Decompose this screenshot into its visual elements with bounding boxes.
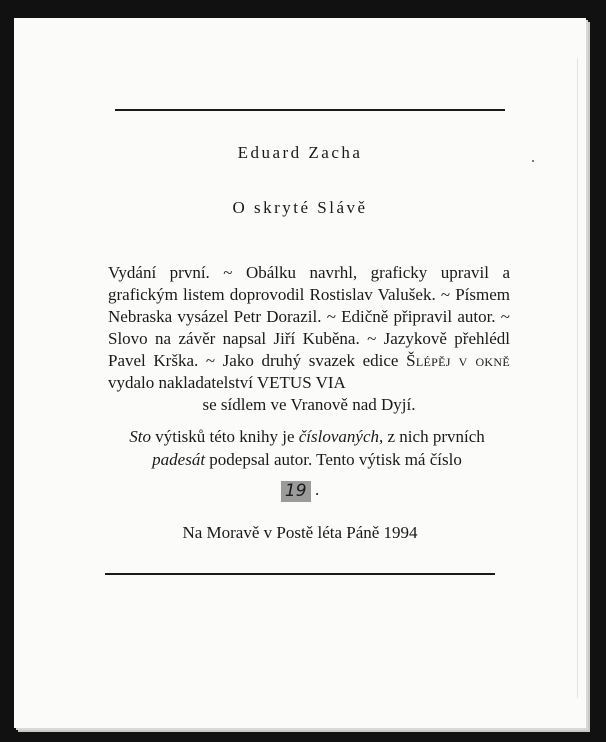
copies-text-3: podepsal autor. Tento výtisk má číslo (205, 450, 462, 469)
colophon-part-3: se sídlem ve Vranově nad Dyjí. (202, 395, 416, 414)
copies-sto: Sto (129, 427, 151, 446)
copies-statement (106, 425, 508, 471)
imprint-line: Na Moravě v Postě léta Páně 1994 (182, 523, 418, 542)
copies-text-1: výtisků této knihy je (150, 427, 299, 446)
copy-number-row (14, 480, 586, 502)
copies-text-2: , z nich prvních (379, 427, 485, 446)
copies-numbered: číslovaných (298, 427, 380, 446)
bottom-rule (105, 573, 495, 575)
book-page (14, 18, 586, 728)
top-rule (115, 109, 505, 111)
copies-fifty: padesát (152, 450, 206, 469)
colophon-text (108, 262, 510, 416)
book-title: O skryté Slávě (232, 198, 368, 217)
paper-speck (532, 160, 534, 162)
copy-number-period: . (315, 480, 320, 499)
colophon-part-1: Vydání první. ~ Obálku navrhl, graficky upravil a grafickým listem doprovodil Rostislav Valušek. ~ Písmem Nebraska vysázel Petr Dorazil. ~ Edičně připravil autor. ~ Slovo na závěr napsal Jiří Kuběna. ~ Jazykově přehlédl Pavel Krška. ~ Jako druhý svazek edice (108, 263, 510, 370)
copy-number-stamp: 19 (281, 481, 311, 502)
colophon-part-2: vydalo nakladatelství VETUS VIA (108, 373, 346, 392)
edition-name: Šlépěj v okně (406, 351, 510, 370)
author-name: Eduard Zacha (237, 143, 363, 162)
